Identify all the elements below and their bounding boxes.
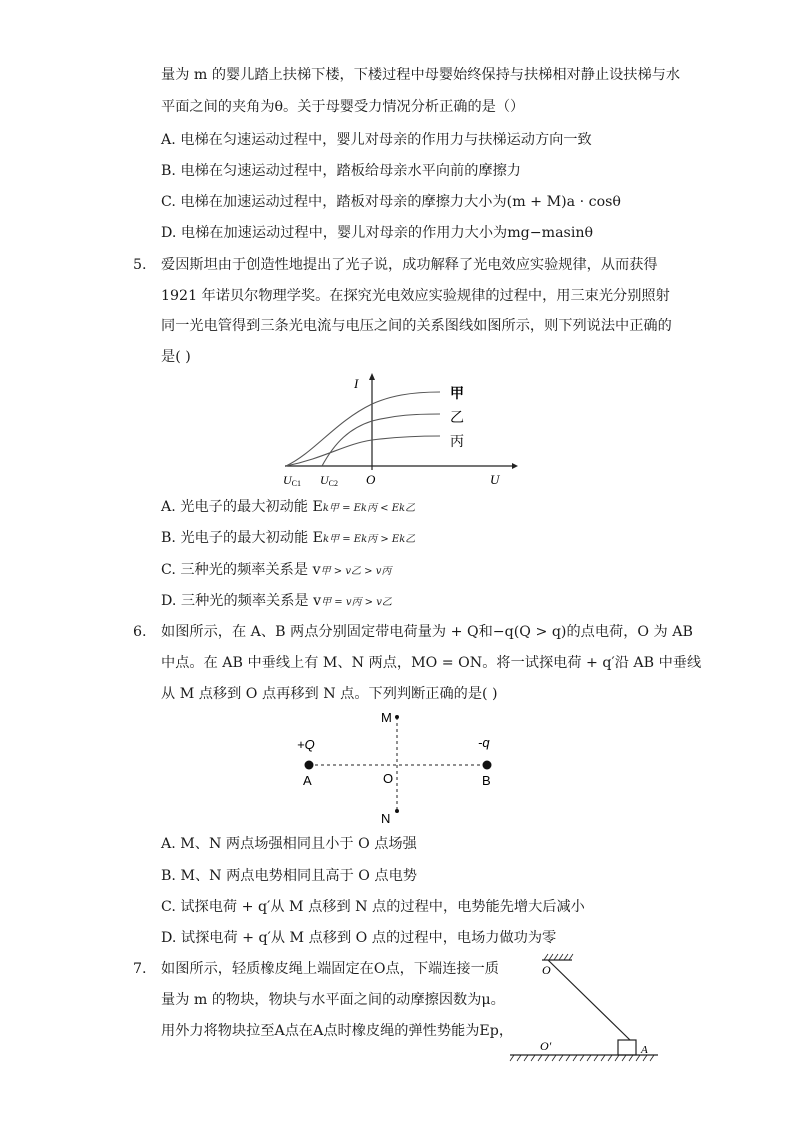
q5-number: 5.: [133, 257, 147, 273]
q5-origin-label: O: [366, 472, 376, 487]
q7-rubber-band-diagram: [508, 948, 664, 1066]
q6-label-a: A: [303, 773, 312, 788]
q7-label-o: O: [542, 963, 551, 977]
q6-option-c[interactable]: C. 试探电荷 + q′从 M 点移到 N 点的过程中，电势能先增大后减小: [161, 899, 585, 915]
q4-stem-line2: 平面之间的夹角为θ。关于母婴受力情况分析正确的是（）: [161, 99, 525, 115]
q6-label-o: O: [383, 771, 394, 786]
q7-number: 7.: [133, 961, 147, 977]
q5-option-b[interactable]: B. 光电子的最大初动能 Ek甲 = Ek丙 > Ek乙: [161, 530, 416, 546]
q7-ground-hatch: [510, 1055, 654, 1061]
q4-option-a[interactable]: A. 电梯在匀速运动过程中，婴儿对母亲的作用力与扶梯运动方向一致: [161, 132, 592, 148]
q5-label-jia: 甲: [450, 387, 464, 402]
q5-x-axis-label: U: [490, 472, 500, 487]
q7-ceiling-hatch: [544, 954, 573, 960]
q6-label-m: M: [381, 710, 392, 725]
q5-uc1-label: UC1: [283, 473, 302, 488]
q6-label-plus-q: +Q: [297, 737, 315, 752]
q5-photoelectric-graph: [280, 370, 520, 490]
q5-option-c[interactable]: C. 三种光的频率关系是 v甲 > v乙 > v丙: [161, 562, 392, 578]
q6-stem-line2: 中点。在 AB 中垂线上有 M、N 两点，MO = ON。将一试探电荷 + q′沿 AB 中垂线: [161, 655, 702, 671]
q5-label-bing: 丙: [450, 435, 464, 450]
q6-point-n: [395, 809, 399, 813]
q6-label-n: N: [381, 811, 391, 826]
q5-option-d[interactable]: D. 三种光的频率关系是 v甲 = v丙 > v乙: [161, 593, 392, 609]
q7-block: [618, 1040, 636, 1055]
q7-stem-line1: 如图所示，轻质橡皮绳上端固定在O点，下端连接一质: [161, 961, 499, 977]
q5-option-a[interactable]: A. 光电子的最大初动能 Ek甲 = Ek丙 < Ek乙: [161, 499, 416, 515]
q4-stem-line1: 量为 m 的婴儿踏上扶梯下楼，下楼过程中母婴始终保持与扶梯相对静止设扶梯与水: [161, 67, 681, 83]
q6-label-b: B: [482, 773, 491, 788]
q6-number: 6.: [133, 624, 147, 640]
q5-stem-line4: 是( ): [161, 349, 191, 365]
q6-charges-diagram: [285, 705, 515, 830]
q5-stem-line2: 1921 年诺贝尔物理学奖。在探究光电效应实验规律的过程中，用三束光分别照射: [161, 288, 670, 304]
q6-option-a[interactable]: A. M、N 两点场强相同且小于 O 点场强: [161, 836, 417, 852]
q6-label-minus-q: -q: [478, 735, 490, 750]
q5-y-axis-label: I: [354, 376, 359, 391]
q6-charge-b: [483, 761, 492, 770]
q5-curve-jia: [286, 392, 440, 466]
q5-label-yi: 乙: [450, 411, 464, 426]
q4-option-c[interactable]: C. 电梯在加速运动过程中，踏板对母亲的摩擦力大小为(m + M)a · cosθ: [161, 194, 621, 210]
q6-point-m: [395, 715, 399, 719]
q4-option-b[interactable]: B. 电梯在匀速运动过程中，踏板给母亲水平向前的摩擦力: [161, 163, 521, 179]
q5-stem-line3: 同一光电管得到三条光电流与电压之间的关系图线如图所示，则下列说法中正确的: [161, 318, 672, 334]
q6-option-d[interactable]: D. 试探电荷 + q′从 M 点移到 O 点的过程中，电场力做功为零: [161, 930, 557, 946]
q5-x-arrow-icon: [512, 463, 518, 469]
q5-curve-yi: [322, 414, 440, 466]
q7-label-a: A: [641, 1044, 648, 1056]
q4-option-d[interactable]: D. 电梯在加速运动过程中，婴儿对母亲的作用力大小为mg−masinθ: [161, 225, 594, 241]
q6-charge-a: [305, 761, 314, 770]
q6-stem-line1: 如图所示，在 A、B 两点分别固定带电荷量为 + Q和−q(Q > q)的点电荷，O 为 AB: [161, 624, 693, 640]
q7-stem-line3: 用外力将物块拉至A点在A点时橡皮绳的弹性势能为Ep，: [161, 1023, 514, 1039]
q5-y-arrow-icon: [369, 373, 375, 380]
q6-stem-line3: 从 M 点移到 O 点再移到 N 点。下列判断正确的是( ): [161, 686, 498, 702]
q7-stem-line2: 量为 m 的物块，物块与水平面之间的动摩擦因数为μ。: [161, 992, 505, 1008]
q6-option-b[interactable]: B. M、N 两点电势相同且高于 O 点电势: [161, 868, 417, 884]
q7-rubber-band: [548, 960, 630, 1040]
q5-stem-line1: 爱因斯坦由于创造性地提出了光子说，成功解释了光电效应实验规律，从而获得: [161, 257, 658, 273]
q7-label-o-prime: O′: [540, 1039, 552, 1053]
q5-uc2-label: UC2: [320, 473, 339, 488]
